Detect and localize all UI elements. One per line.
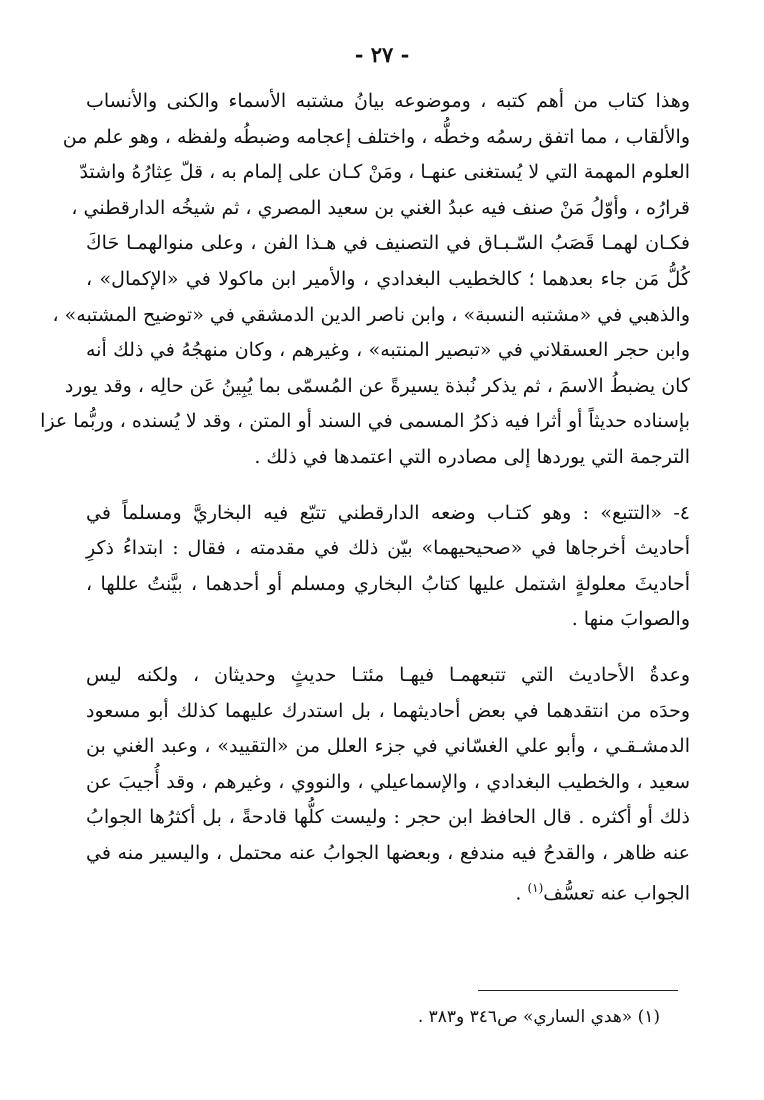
text-line: كُلُّ مَن جاء بعدهما ؛ كالخطيب البغدادي ، والأمير ابن ماكولا في «الإكمال» ، <box>86 267 690 290</box>
text-line: سعيد ، والخطيب البغدادي ، والإسماعيلي ، والنووي ، وغيرهم ، وقد أُجيبَ عن <box>86 770 690 793</box>
text-line: فكـان لهمـا قَصَبُ السّـبـاق في التصنيف في هـذا الفن ، وعلى منوالهمـا حَاكَ <box>86 232 690 255</box>
text-line-with-footnote <box>86 871 690 912</box>
text-line: ذلك أو أكثره . قال الحافظ ابن حجر : وليست كلُّها قادحةً ، بل أكثرُها الجوابُ <box>86 806 690 829</box>
text-line: والذهبي في «مشتبه النسبة» ، وابن ناصر الدين الدمشقي في «توضيح المشتبه» ، <box>52 303 690 326</box>
text-line: قرارُه ، وأوّلُ مَنْ صنف فيه عبدُ الغني بن سعيد المصري ، ثم شيخُه الدارقطني ، <box>71 196 690 219</box>
text-line: بإسناده حديثاً أو أثرا فيه ذكرُ المسمى في السند أو المتن ، وقد لا يُسنده ، وربُّما عزا <box>40 410 690 433</box>
text-line: والصوابَ منها . <box>571 608 690 631</box>
text-line: كان يضبطُ الاسمَ ، ثم يذكر نُبذة يسيرةً عن المُسمّى بما يُبِينُ عَن حالِه ، وقد يورد <box>64 374 690 397</box>
body-text <box>40 84 690 912</box>
text-line: العلوم المهمة التي لا يُستغنى عنهـا ، ومَنْ كـان على إلمام به ، قلّ عِثارُهُ واشتدّ <box>79 161 690 184</box>
text-line: وابن حجر العسقلاني في «تبصير المنتبه» ، وغيرهم ، وكان منهجُهُ في ذلك أنه <box>86 339 690 362</box>
text-line: وهذا كتاب من أهم كتبه ، وموضوعه بيانُ مشتبه الأسماء والكنى والأنساب <box>86 90 690 112</box>
paragraph-2 <box>86 496 690 638</box>
final-period: . <box>515 882 528 905</box>
text-line: وحدَه من انتقدهما في بعض أحاديثهما ، بل استدرك عليهما كذلك أبو مسعود <box>86 699 690 722</box>
text-line: وعدةُ الأحاديث التي تتبعهمـا فيهـا مئتـا حديثٍ وحديثان ، ولكنه ليس <box>86 663 690 686</box>
text-line: ٤- «التتبع» : وهو كتـاب وضعه الدارقطني تتبّع فيه البخاريَّ ومسلماً في <box>86 501 690 524</box>
text-line: أحاديثَ معلولةٍ اشتمل عليها كتابُ البخاري ومسلم أو أحدهما ، بيَّنتُ عللها ، <box>86 572 690 595</box>
footnote: (١) «هدي الساري» ص٣٤٦ و٣٨٣ . <box>417 1007 660 1027</box>
page-number: - ٢٧ - <box>354 42 410 67</box>
text-line: أحاديث أخرجاها في «صحيحيهما» بيّن ذلك في مقدمته ، فقال : ابتداءُ ذكرِ <box>86 537 690 560</box>
paragraph-1 <box>40 84 690 476</box>
text-line: الدمشـقـي ، وأبو علي الغسّاني في جزء العلل من «التقييد» ، وعبد الغني بن <box>86 735 690 758</box>
footnote-marker: (١) <box>527 881 544 896</box>
text-line: الترجمة التي يوردها إلى مصادره التي اعتمدها في ذلك . <box>254 445 690 468</box>
paragraph-3 <box>86 658 690 912</box>
text-line: والألقاب ، مما اتفق رسمُه وخطُّه ، واختلف إعجامه وضبطُه ولفظه ، وهو علم من <box>62 125 690 148</box>
footnote-divider <box>478 990 678 991</box>
text-line: عنه ظاهر ، والقدحُ فيه مندفع ، وبعضها الجوابُ عنه محتمل ، واليسير منه في <box>86 841 690 864</box>
text-line: الجواب عنه تعسُّف <box>543 882 690 905</box>
